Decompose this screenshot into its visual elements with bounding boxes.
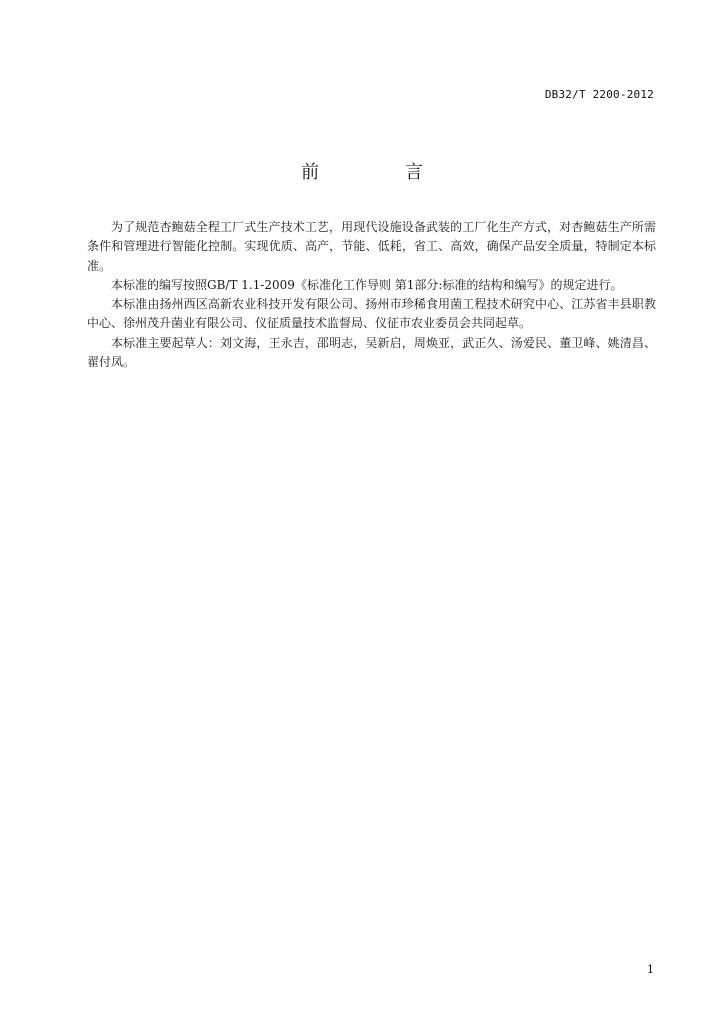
page-number: 1 <box>647 963 654 976</box>
standard-code: DB32/T 2200-2012 <box>544 88 654 101</box>
paragraph-drafting-organizations: 本标准由扬州西区高新农业科技开发有限公司、扬州市珍稀食用菌工程技术研究中心、江苏省丰县职教中心、徐州茂升菌业有限公司、仪征质量技术监督局、仪征市农业委员会共同起草。 <box>87 297 656 331</box>
paragraph-purpose: 为了规范杏鲍菇全程工厂式生产技术工艺，用现代设施设备武装的工厂化生产方式，对杏鲍菇生产所需条件和管理进行智能化控制。实现优质、高产，节能、低耗，省工、高效，确保产品安全质量，特制定本标准。 <box>87 220 656 273</box>
foreword-body <box>87 218 656 372</box>
paragraph-drafters: 本标准主要起草人：刘文海，王永吉，邵明志，吴新启，周焕亚，武正久、汤爱民、董卫峰、姚清昌、翟付凤。 <box>87 335 656 370</box>
page-title: 前 言 <box>301 162 463 183</box>
paragraph-drafting-rules: 本标准的编写按照GB/T 1.1-2009《标准化工作导则 第1部分:标准的结构和编写》的规定进行。 <box>111 277 623 292</box>
